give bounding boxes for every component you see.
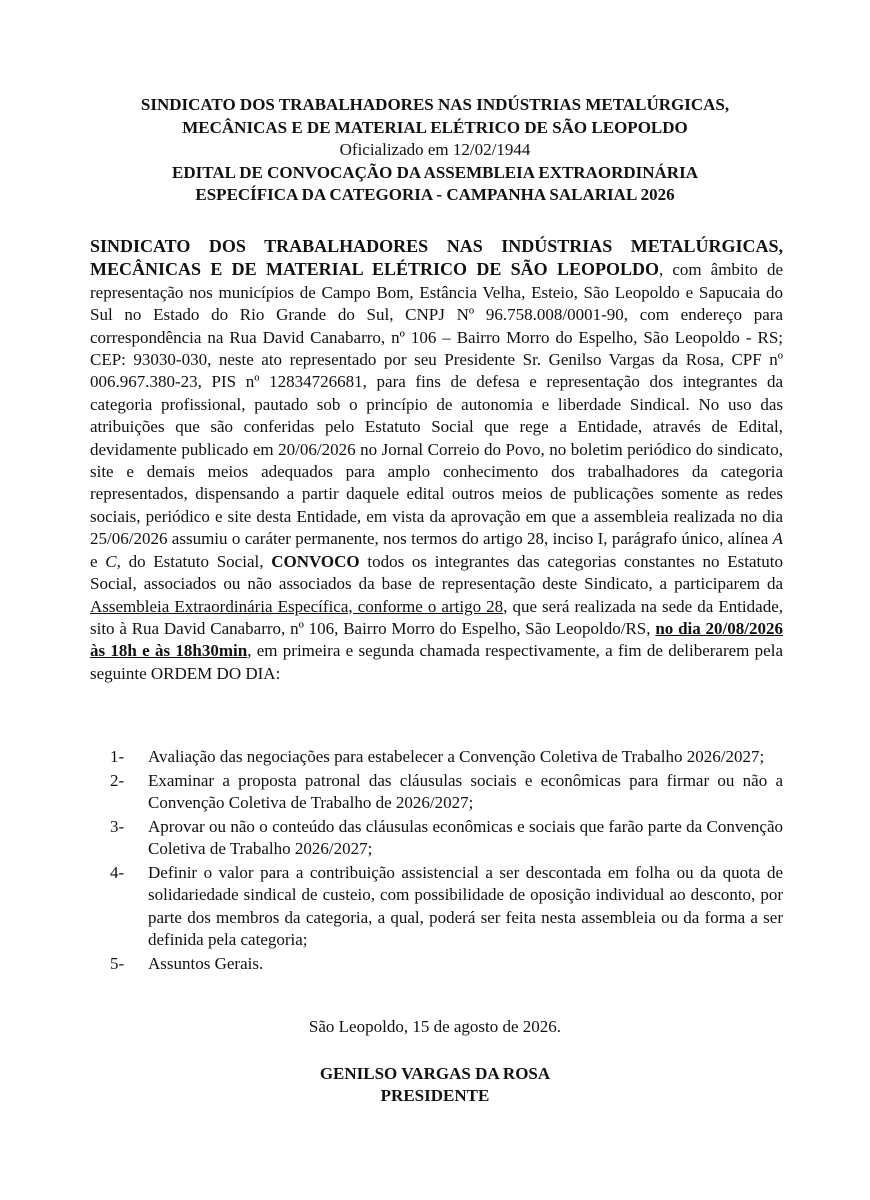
agenda-item-text: Assuntos Gerais. <box>148 953 264 973</box>
signatory-role: PRESIDENTE <box>380 1086 490 1105</box>
agenda-item <box>110 862 783 951</box>
signature-block <box>0 1063 870 1107</box>
union-name-line-2: MECÂNICAS E DE MATERIAL ELÉTRICO DE SÃO LEOPOLDO <box>182 117 688 137</box>
agenda-list <box>110 746 783 976</box>
agenda-item <box>110 746 783 768</box>
assembly-name: Assembleia Extraordinária Específica, conforme o artigo 28 <box>90 596 504 616</box>
union-name-lead: SINDICATO DOS TRABALHADORES NAS INDÚSTRIAS METALÚRGICAS, MECÂNICAS E DE MATERIAL ELÉTRICO DE SÃO LEOPOLDO <box>90 236 783 280</box>
agenda-item-text: Definir o valor para a contribuição assistencial a ser descontada em folha ou da quota de solidariedade sindical de custeio, com possibilidade de oposição individual ao desconto, por parte dos membros da categoria, a qual, poderá ser feita nesta assembleia ou da forma a ser definida pela categoria; <box>148 862 783 949</box>
agenda-item-number: 3- <box>110 816 125 836</box>
notice-title-line-1: EDITAL DE CONVOCAÇÃO DA ASSEMBLEIA EXTRAORDINÁRIA <box>172 162 698 182</box>
official-date: Oficializado em 12/02/1944 <box>339 140 531 160</box>
body-text-3: todos os integrantes das categorias constantes no Estatuto Social, associados ou não associados da base de representação deste Sindicato, a participarem da <box>90 551 783 594</box>
agenda-item-number: 5- <box>110 953 125 973</box>
agenda-item-text: Aprovar ou não o conteúdo das cláusulas econômicas e sociais que farão parte da Convenção Coletiva de Trabalho 2026/2027; <box>148 816 783 859</box>
agenda-item-text: Avaliação das negociações para estabelecer a Convenção Coletiva de Trabalho 2026/2027; <box>148 747 765 766</box>
agenda-item-number: 1- <box>110 747 125 766</box>
notice-body <box>90 235 783 685</box>
agenda-item-number: 4- <box>110 862 125 882</box>
agenda-item <box>110 953 783 975</box>
document-header <box>0 94 870 207</box>
place-and-date: São Leopoldo, 15 de agosto de 2026. <box>308 1017 562 1036</box>
notice-title-line-2: ESPECÍFICA DA CATEGORIA - CAMPANHA SALARIAL 2026 <box>195 185 675 205</box>
agenda-item-number: 2- <box>110 770 125 790</box>
agenda-item <box>110 816 783 861</box>
signatory-name: GENILSO VARGAS DA ROSA <box>319 1064 551 1083</box>
convoco-keyword: CONVOCO <box>271 551 360 571</box>
union-name-line-1: SINDICATO DOS TRABALHADORES NAS INDÚSTRIAS METALÚRGICAS, <box>140 95 730 114</box>
body-text-1: , com âmbito de representação nos municípios de Campo Bom, Estância Velha, Esteio, São Leopoldo e Sapucaia do Sul no Estado do Rio Grande do Sul, CNPJ Nº 96.758.008/0001-90, com endereço para correspondência na Rua David Canabarro, nº 106 – Bairro Morro do Espelho, São Leopoldo - RS; CEP: 93030-030, neste ato representado por seu Presidente Sr. Genilso Vargas da Rosa, CPF nº 006.967.380-23, PIS nº 12834726681, para fins de defesa e representação dos integrantes da categoria profissional, pautado sob o princípio de autonomia e liberdade Sindical. No uso das atribuições que são conferidas pelo Estatuto Social que rege a Entidade, através de Edital, devidamente publicado em 20/06/2026 no Jornal Correio do Povo, no boletim periódico do sindicato, site e demais meios adequados para amplo conhecimento dos trabalhadores da categoria representados, dispensando a partir daquele edital outros meios de publicações somente as redes sociais, periódico e site desta Entidade, em vista da aprovação em que a assembleia realizada no dia 25/06/2026 assumiu o caráter permanente, nos termos do artigo 28, inciso I, parágrafo único, alínea <box>90 260 783 549</box>
body-text-5: , em primeira e segunda chamada respectivamente, a fim de deliberarem pela seguinte ORDEM DO DIA: <box>90 641 783 683</box>
clause-c: C <box>105 551 117 571</box>
agenda-item-text: Examinar a proposta patronal das cláusulas sociais e econômicas para firmar ou não a Convenção Coletiva de Trabalho de 2026/2027; <box>148 770 783 813</box>
conjunction-e: e <box>90 551 106 571</box>
agenda-item <box>110 770 783 815</box>
clause-a: A <box>772 529 783 549</box>
body-text-4: , que será realizada na sede da Entidade, sito à Rua David Canabarro, nº 106, Bairro Morro do Espelho, São Leopoldo/RS, <box>90 596 783 638</box>
meeting-datetime: no dia 20/08/2026 às 18h e às 18h30min <box>90 618 783 661</box>
body-text-2: , do Estatuto Social, <box>116 551 272 571</box>
